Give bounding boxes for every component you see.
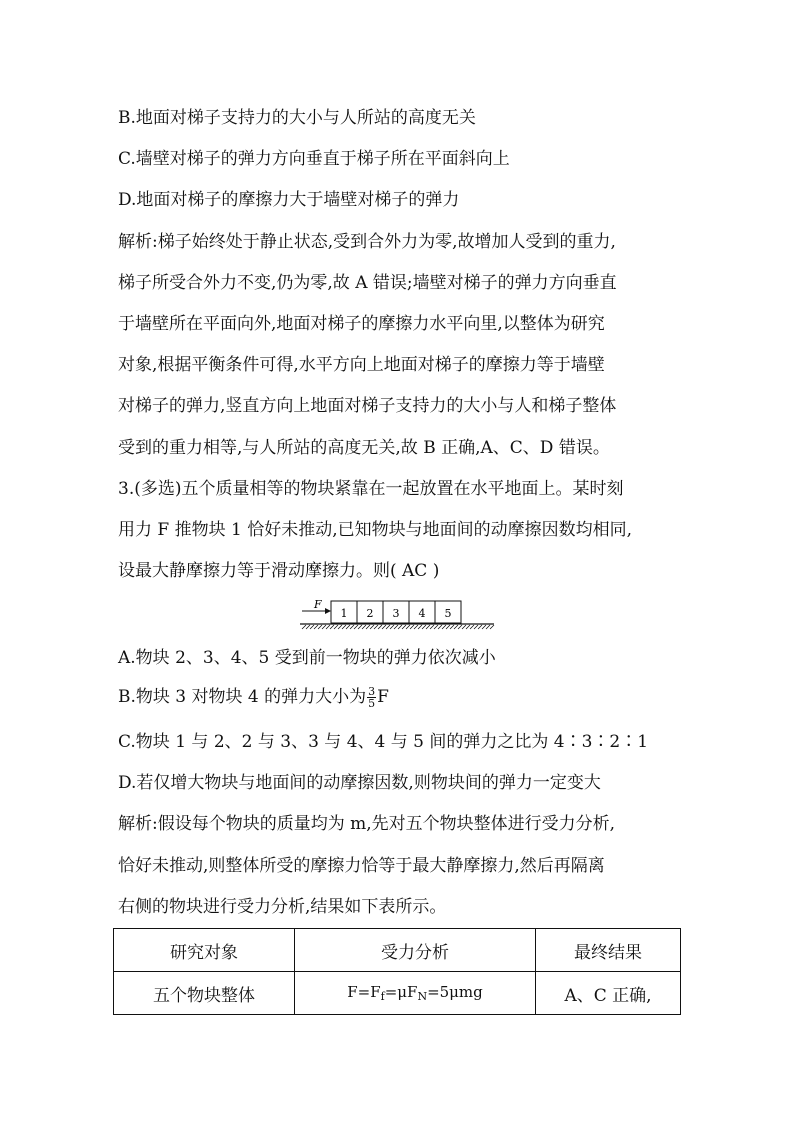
hatch-stroke <box>386 625 390 629</box>
hatch-stroke <box>426 625 430 629</box>
option-b-q2: B.地面对梯子支持力的大小与人所站的高度无关 <box>118 108 476 128</box>
hatch-stroke <box>470 625 474 629</box>
hatch-stroke <box>402 625 406 629</box>
formula-part-3: =5μmg <box>427 983 483 1001</box>
option-d-q2: D.地面对梯子的摩擦力大于墙壁对梯子的弹力 <box>118 190 460 210</box>
hatch-stroke <box>466 625 470 629</box>
hatch-stroke <box>310 625 314 629</box>
question-3-line1: 3.(多选)五个质量相等的物块紧靠在一起放置在水平地面上。某时刻 <box>118 479 624 499</box>
fraction-denominator: 5 <box>368 697 376 710</box>
fraction-three-fifths <box>367 686 376 709</box>
option-b-q3-text: B.物块 3 对物块 4 的弹力大小为 <box>118 687 367 707</box>
hatch-stroke <box>482 625 486 629</box>
hatch-stroke <box>430 625 434 629</box>
hatch-stroke <box>422 625 426 629</box>
explanation-q3-line2: 恰好未推动,则整体所受的摩擦力恰等于最大静摩擦力,然后再隔离 <box>118 856 605 876</box>
hatch-stroke <box>434 625 438 629</box>
formula-sub-n: N <box>417 990 428 1003</box>
option-d-q3: D.若仅增大物块与地面间的动摩擦因数,则物块间的弹力一定变大 <box>118 773 601 793</box>
option-a-q3: A.物块 2、3、4、5 受到前一物块的弹力依次减小 <box>118 648 496 668</box>
fraction-numerator: 3 <box>368 685 376 698</box>
table-header-object: 研究对象 <box>114 929 295 972</box>
hatch-stroke <box>334 625 338 629</box>
question-3-line3: 设最大静摩擦力等于滑动摩擦力。则( AC ) <box>118 561 440 581</box>
hatch-stroke <box>418 625 422 629</box>
explanation-q2-line5: 对梯子的弹力,竖直方向上地面对梯子支持力的大小与人和梯子整体 <box>118 396 617 416</box>
hatch-stroke <box>454 625 458 629</box>
hatch-stroke <box>346 625 350 629</box>
explanation-q2-line3: 于墙壁所在平面向外,地面对梯子的摩擦力水平向里,以整体为研究 <box>118 314 605 334</box>
blocks-group <box>331 601 461 623</box>
hatch-stroke <box>446 625 450 629</box>
option-b-q3-suffix: F <box>377 687 389 707</box>
hatch-stroke <box>490 625 494 629</box>
block-5-label: 5 <box>444 607 452 620</box>
blocks-figure <box>300 596 496 636</box>
hatch-stroke <box>314 625 318 629</box>
explanation-q2-line6: 受到的重力相等,与人所站的高度无关,故 B 正确,A、C、D 错误。 <box>118 438 610 458</box>
hatch-stroke <box>398 625 402 629</box>
ground-hatching <box>302 625 494 629</box>
table-cell-result: A、C 正确, <box>536 972 681 1015</box>
hatch-stroke <box>370 625 374 629</box>
explanation-q3-line1: 解析:假设每个物块的质量均为 m,先对五个物块整体进行受力分析, <box>118 814 616 834</box>
hatch-stroke <box>322 625 326 629</box>
formula-part-2: =μF <box>384 983 418 1001</box>
hatch-stroke <box>442 625 446 629</box>
block-3-label: 3 <box>392 607 400 620</box>
hatch-stroke <box>382 625 386 629</box>
hatch-stroke <box>318 625 322 629</box>
hatch-stroke <box>474 625 478 629</box>
hatch-stroke <box>462 625 466 629</box>
hatch-stroke <box>406 625 410 629</box>
table-row <box>114 972 681 1015</box>
table-cell-analysis <box>295 972 536 1015</box>
hatch-stroke <box>410 625 414 629</box>
explanation-q2-line1: 解析:梯子始终处于静止状态,受到合外力为零,故增加人受到的重力, <box>118 232 616 252</box>
hatch-stroke <box>354 625 358 629</box>
explanation-q2-line2: 梯子所受合外力不变,仍为零,故 A 错误;墙壁对梯子的弹力方向垂直 <box>118 273 617 293</box>
hatch-stroke <box>374 625 378 629</box>
hatch-stroke <box>326 625 330 629</box>
table-header-result: 最终结果 <box>536 929 681 972</box>
force-arrow-head <box>325 608 331 614</box>
hatch-stroke <box>358 625 362 629</box>
hatch-stroke <box>394 625 398 629</box>
hatch-stroke <box>438 625 442 629</box>
hatch-stroke <box>330 625 334 629</box>
hatch-stroke <box>306 625 310 629</box>
explanation-q3-line3: 右侧的物块进行受力分析,结果如下表所示。 <box>118 897 447 917</box>
question-3-line2: 用力 F 推物块 1 恰好未推动,已知物块与地面间的动摩擦因数均相同, <box>118 520 633 540</box>
block-4-label: 4 <box>418 607 426 620</box>
hatch-stroke <box>414 625 418 629</box>
hatch-stroke <box>378 625 382 629</box>
hatch-stroke <box>366 625 370 629</box>
hatch-stroke <box>450 625 454 629</box>
formula-part-1: F=F <box>347 983 381 1001</box>
force-label: F <box>314 598 322 611</box>
hatch-stroke <box>350 625 354 629</box>
hatch-stroke <box>478 625 482 629</box>
table-cell-object: 五个物块整体 <box>114 972 295 1015</box>
hatch-stroke <box>362 625 366 629</box>
block-1-label: 1 <box>340 607 348 620</box>
formula-sub-f: f <box>380 990 385 1003</box>
option-c-q3: C.物块 1 与 2、2 与 3、3 与 4、4 与 5 间的弹力之比为 4∶3∶2∶1 <box>118 732 649 752</box>
hatch-stroke <box>390 625 394 629</box>
hatch-stroke <box>302 625 306 629</box>
explanation-q2-line4: 对象,根据平衡条件可得,水平方向上地面对梯子的摩擦力等于墙壁 <box>118 355 605 375</box>
block-2-label: 2 <box>366 607 374 620</box>
table-header-analysis: 受力分析 <box>295 929 536 972</box>
option-b-q3 <box>118 686 389 709</box>
hatch-stroke <box>342 625 346 629</box>
hatch-stroke <box>338 625 342 629</box>
analysis-table <box>113 928 681 1015</box>
hatch-stroke <box>486 625 490 629</box>
hatch-stroke <box>458 625 462 629</box>
option-c-q2: C.墙壁对梯子的弹力方向垂直于梯子所在平面斜向上 <box>118 149 510 169</box>
table-header-row <box>114 929 681 972</box>
